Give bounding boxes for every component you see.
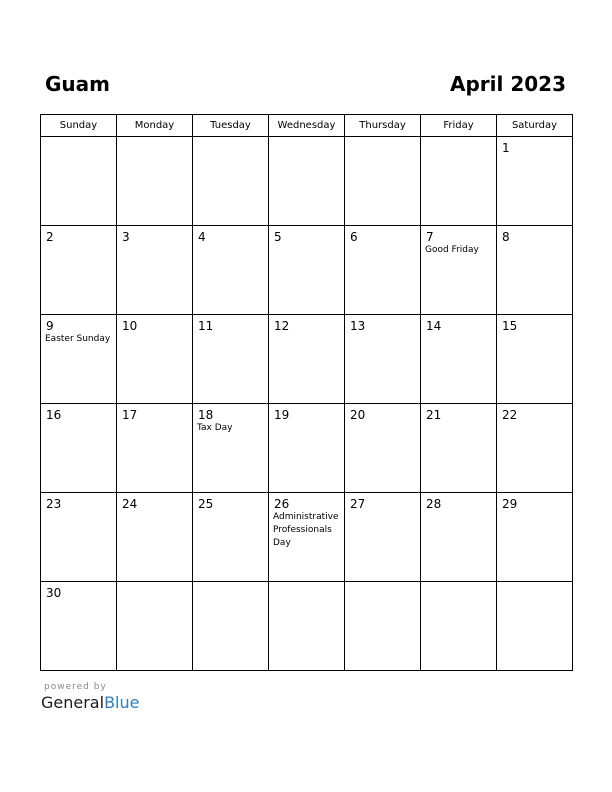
day-number: 11 (198, 319, 214, 333)
holiday-label: Administrative Professionals Day (273, 512, 339, 548)
day-cell (193, 582, 269, 671)
day-cell (193, 493, 269, 582)
day-cell (269, 137, 345, 226)
day-cell (41, 582, 117, 671)
day-number: 13 (350, 319, 366, 333)
day-cell (269, 226, 345, 315)
day-cell (41, 493, 117, 582)
day-cell (345, 315, 421, 404)
day-cell (117, 315, 193, 404)
day-cell (41, 404, 117, 493)
day-cell (345, 226, 421, 315)
day-cell (41, 315, 117, 404)
day-number: 1 (502, 141, 510, 155)
day-cell (193, 315, 269, 404)
day-cell (193, 226, 269, 315)
day-cell (497, 315, 573, 404)
day-cell (269, 404, 345, 493)
week-row (41, 137, 573, 226)
week-row (41, 582, 573, 671)
day-number: 29 (502, 497, 518, 511)
day-cell (421, 404, 497, 493)
day-number: 25 (198, 497, 214, 511)
month-year-title: April 2023 (450, 72, 566, 96)
weekday-header-row (41, 115, 573, 137)
day-cell (421, 137, 497, 226)
day-cell (117, 226, 193, 315)
weekday-saturday: Saturday (497, 115, 573, 137)
holiday-label: Good Friday (425, 245, 479, 255)
day-cell (269, 315, 345, 404)
day-number: 23 (46, 497, 62, 511)
generalblue-logo[interactable] (41, 693, 139, 712)
day-cell (421, 226, 497, 315)
day-number: 10 (122, 319, 138, 333)
day-cell (345, 404, 421, 493)
day-cell (497, 137, 573, 226)
day-cell (117, 404, 193, 493)
weekday-sunday: Sunday (41, 115, 117, 137)
day-number: 8 (502, 230, 510, 244)
week-row (41, 315, 573, 404)
day-cell (117, 137, 193, 226)
day-cell (421, 493, 497, 582)
day-cell (345, 582, 421, 671)
day-cell (193, 137, 269, 226)
weekday-friday: Friday (421, 115, 497, 137)
day-number: 20 (350, 408, 366, 422)
day-number: 27 (350, 497, 366, 511)
day-number: 21 (426, 408, 442, 422)
day-number: 12 (274, 319, 290, 333)
day-cell (269, 582, 345, 671)
day-number: 18 (198, 408, 214, 422)
day-cell (497, 493, 573, 582)
weekday-wednesday: Wednesday (269, 115, 345, 137)
weekday-thursday: Thursday (345, 115, 421, 137)
day-number: 16 (46, 408, 62, 422)
day-cell (345, 493, 421, 582)
day-number: 3 (122, 230, 130, 244)
day-number: 9 (46, 319, 54, 333)
weekday-tuesday: Tuesday (193, 115, 269, 137)
day-cell (421, 582, 497, 671)
weekday-monday: Monday (117, 115, 193, 137)
logo-general-text: General (41, 693, 105, 712)
day-number: 7 (426, 230, 434, 244)
week-row (41, 404, 573, 493)
week-row (41, 226, 573, 315)
day-number: 5 (274, 230, 282, 244)
day-number: 22 (502, 408, 518, 422)
day-cell (41, 137, 117, 226)
day-cell (497, 226, 573, 315)
day-cell (497, 582, 573, 671)
calendar-grid (40, 114, 573, 671)
day-cell (41, 226, 117, 315)
day-number: 17 (122, 408, 138, 422)
day-cell (497, 404, 573, 493)
day-cell (117, 582, 193, 671)
day-cell (269, 493, 345, 582)
day-cell (193, 404, 269, 493)
holiday-label: Tax Day (197, 423, 233, 433)
holiday-label: Easter Sunday (45, 334, 111, 344)
day-number: 2 (46, 230, 54, 244)
day-number: 15 (502, 319, 518, 333)
logo-blue-text: Blue (104, 693, 140, 712)
region-title: Guam (45, 72, 110, 96)
day-number: 19 (274, 408, 290, 422)
day-number: 4 (198, 230, 206, 244)
day-number: 24 (122, 497, 138, 511)
day-number: 26 (274, 497, 290, 511)
day-number: 30 (46, 586, 62, 600)
powered-by-text: powered by (44, 682, 107, 692)
week-row (41, 493, 573, 582)
day-number: 28 (426, 497, 442, 511)
day-cell (345, 137, 421, 226)
day-cell (421, 315, 497, 404)
day-cell (117, 493, 193, 582)
day-number: 6 (350, 230, 358, 244)
day-number: 14 (426, 319, 442, 333)
